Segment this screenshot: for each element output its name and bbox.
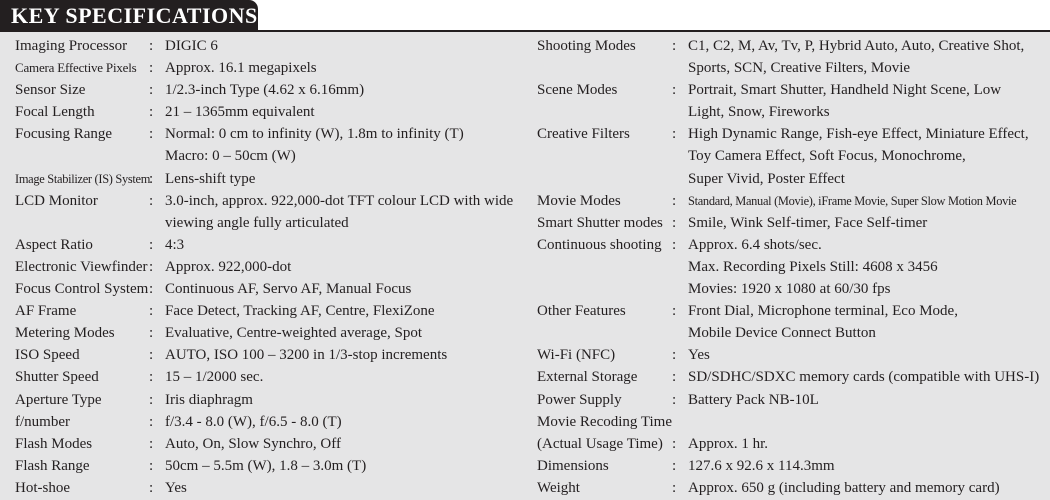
spec-value: Front Dial, Microphone terminal, Eco Mode, <box>688 303 958 320</box>
section-title: KEY SPECIFICATIONS <box>11 3 258 28</box>
spec-value: Yes <box>165 479 187 496</box>
specs-right-column <box>537 35 1047 499</box>
spec-value: Lens-shift type <box>165 170 256 187</box>
spec-row <box>15 366 520 388</box>
spec-label: Focal Length <box>15 104 95 121</box>
spec-value: Approx. 6.4 shots/sec. <box>688 236 822 253</box>
spec-colon: : <box>149 104 154 121</box>
spec-value: Evaluative, Centre-weighted average, Spot <box>165 325 422 342</box>
spec-value: Light, Snow, Fireworks <box>688 104 830 121</box>
spec-label: Electronic Viewfinder <box>15 258 148 275</box>
spec-value: DIGIC 6 <box>165 38 218 54</box>
spec-label: Weight <box>537 479 580 496</box>
spec-label: Movie Recoding Time <box>537 413 673 430</box>
spec-value: Iris diaphragm <box>165 391 253 408</box>
spec-colon: : <box>672 214 677 231</box>
spec-colon: : <box>149 60 154 77</box>
spec-label: Continuous shooting <box>537 236 662 253</box>
spec-colon: : <box>149 457 154 474</box>
spec-colon: : <box>149 479 154 496</box>
spec-value: 1/2.3-inch Type (4.62 x 6.16mm) <box>165 82 365 99</box>
spec-colon: : <box>672 38 677 54</box>
spec-label: AF Frame <box>15 303 77 320</box>
spec-row <box>537 278 1047 300</box>
spec-value: Normal: 0 cm to infinity (W), 1.8m to infinity (T) <box>165 126 464 143</box>
spec-value: 50cm – 5.5m (W), 1.8 – 3.0m (T) <box>165 457 367 474</box>
spec-colon: : <box>149 303 154 320</box>
spec-label: Creative Filters <box>537 126 630 143</box>
spec-row <box>15 455 520 477</box>
spec-value: Approx. 1 hr. <box>688 435 768 452</box>
spec-row <box>537 389 1047 411</box>
spec-row <box>537 322 1047 344</box>
spec-colon: : <box>672 303 677 320</box>
spec-label: Dimensions <box>537 457 609 474</box>
spec-label: Focusing Range <box>15 126 113 143</box>
spec-label: ISO Speed <box>15 347 80 364</box>
spec-row <box>15 322 520 344</box>
spec-colon: : <box>672 192 677 209</box>
spec-row <box>15 212 520 234</box>
spec-label: Wi-Fi (NFC) <box>537 347 616 364</box>
spec-value: 4:3 <box>165 236 185 253</box>
spec-row <box>537 344 1047 366</box>
spec-value: 3.0-inch, approx. 922,000-dot TFT colour LCD with wide <box>165 192 514 209</box>
spec-colon: : <box>149 38 154 54</box>
spec-label: Hot-shoe <box>15 479 70 496</box>
spec-value: Smile, Wink Self-timer, Face Self-timer <box>688 214 928 231</box>
spec-value: Macro: 0 – 50cm (W) <box>165 148 296 165</box>
spec-label: Movie Modes <box>537 192 621 209</box>
spec-row <box>15 433 520 455</box>
spec-colon: : <box>672 435 677 452</box>
spec-value: viewing angle fully articulated <box>165 214 349 231</box>
spec-value: High Dynamic Range, Fish-eye Effect, Miniature Effect, <box>688 126 1029 143</box>
spec-label: Shooting Modes <box>537 38 636 54</box>
spec-value: Yes <box>688 347 710 364</box>
spec-label: Image Stabilizer (IS) System <box>15 171 151 186</box>
spec-colon: : <box>149 236 154 253</box>
spec-colon: : <box>149 126 154 143</box>
spec-label: Shutter Speed <box>15 369 99 386</box>
spec-colon: : <box>149 82 154 99</box>
spec-row <box>537 190 1047 212</box>
spec-value: 127.6 x 92.6 x 114.3mm <box>688 457 835 474</box>
spec-colon: : <box>149 192 154 209</box>
spec-row <box>15 477 520 499</box>
spec-row <box>537 366 1047 388</box>
spec-colon: : <box>149 435 154 452</box>
spec-row <box>537 477 1047 499</box>
spec-value: Approx. 650 g (including battery and memory card) <box>688 479 1000 496</box>
spec-row <box>537 57 1047 79</box>
spec-label: Flash Range <box>15 457 90 474</box>
spec-label: Aspect Ratio <box>15 236 93 253</box>
spec-label: Sensor Size <box>15 82 86 99</box>
spec-row <box>537 168 1047 190</box>
spec-row <box>15 145 520 167</box>
spec-value: Mobile Device Connect Button <box>688 325 876 342</box>
spec-row <box>537 256 1047 278</box>
spec-label: LCD Monitor <box>15 192 98 209</box>
spec-value: Standard, Manual (Movie), iFrame Movie, Super Slow Motion Movie <box>688 193 1017 208</box>
spec-colon: : <box>149 347 154 364</box>
spec-value: Face Detect, Tracking AF, Centre, FlexiZone <box>165 303 435 320</box>
spec-row <box>537 145 1047 167</box>
spec-row <box>15 35 520 57</box>
spec-row <box>15 389 520 411</box>
spec-row <box>15 190 520 212</box>
spec-colon: : <box>149 258 154 275</box>
spec-value: Super Vivid, Poster Effect <box>688 170 845 187</box>
spec-value: f/3.4 - 8.0 (W), f/6.5 - 8.0 (T) <box>165 413 342 430</box>
spec-value: Auto, On, Slow Synchro, Off <box>165 435 341 452</box>
spec-row <box>15 101 520 123</box>
spec-label: (Actual Usage Time) <box>537 435 663 452</box>
spec-colon: : <box>672 347 677 364</box>
spec-row <box>15 234 520 256</box>
spec-label: Scene Modes <box>537 82 618 99</box>
spec-row <box>15 300 520 322</box>
spec-row <box>537 123 1047 145</box>
spec-value: Max. Recording Pixels Still: 4608 x 3456 <box>688 258 938 275</box>
spec-row <box>537 212 1047 234</box>
specs-left-column <box>15 35 520 499</box>
spec-colon: : <box>672 391 677 408</box>
spec-row <box>15 344 520 366</box>
spec-label: Aperture Type <box>15 391 102 408</box>
spec-colon: : <box>149 413 154 430</box>
spec-row <box>537 300 1047 322</box>
spec-row <box>537 79 1047 101</box>
spec-row <box>537 433 1047 455</box>
spec-value: Approx. 922,000-dot <box>165 258 292 275</box>
spec-value: Toy Camera Effect, Soft Focus, Monochrome, <box>688 148 966 165</box>
spec-colon: : <box>672 457 677 474</box>
spec-colon: : <box>672 126 677 143</box>
spec-value: C1, C2, M, Av, Tv, P, Hybrid Auto, Auto, Creative Shot, <box>688 38 1025 54</box>
spec-row <box>15 168 520 190</box>
spec-value: Battery Pack NB-10L <box>688 391 819 408</box>
spec-row <box>15 278 520 300</box>
spec-label: Camera Effective Pixels <box>15 60 137 76</box>
spec-row <box>15 411 520 433</box>
spec-colon: : <box>672 369 677 386</box>
spec-value: Movies: 1920 x 1080 at 60/30 fps <box>688 281 891 298</box>
spec-value: Sports, SCN, Creative Filters, Movie <box>688 60 911 77</box>
spec-colon: : <box>672 236 677 253</box>
spec-label: Smart Shutter modes <box>537 214 663 231</box>
spec-colon: : <box>149 391 154 408</box>
spec-value: 21 – 1365mm equivalent <box>165 104 315 121</box>
section-header <box>0 0 258 30</box>
spec-value: 15 – 1/2000 sec. <box>165 369 264 386</box>
spec-row <box>15 123 520 145</box>
spec-value: Continuous AF, Servo AF, Manual Focus <box>165 281 412 298</box>
spec-row <box>15 57 520 79</box>
spec-label: External Storage <box>537 369 638 386</box>
spec-colon: : <box>149 281 154 298</box>
spec-label: Metering Modes <box>15 325 115 342</box>
spec-value: AUTO, ISO 100 – 3200 in 1/3-stop increments <box>165 347 448 364</box>
spec-colon: : <box>149 170 154 187</box>
spec-label: Power Supply <box>537 391 622 408</box>
spec-colon: : <box>149 325 154 342</box>
spec-row <box>537 455 1047 477</box>
spec-label: f/number <box>15 413 70 430</box>
spec-label: Other Features <box>537 303 626 320</box>
spec-row <box>537 234 1047 256</box>
spec-row <box>537 411 1047 433</box>
spec-label: Imaging Processor <box>15 38 128 54</box>
spec-row <box>537 35 1047 57</box>
spec-colon: : <box>672 82 677 99</box>
spec-colon: : <box>672 479 677 496</box>
spec-label: Flash Modes <box>15 435 93 452</box>
spec-row <box>15 256 520 278</box>
spec-label: Focus Control System <box>15 281 149 298</box>
spec-value: Portrait, Smart Shutter, Handheld Night Scene, Low <box>688 82 1002 99</box>
spec-value: SD/SDHC/SDXC memory cards (compatible with UHS-I) <box>688 369 1040 386</box>
spec-value: Approx. 16.1 megapixels <box>165 60 317 77</box>
spec-colon: : <box>149 369 154 386</box>
spec-row <box>15 79 520 101</box>
spec-row <box>537 101 1047 123</box>
